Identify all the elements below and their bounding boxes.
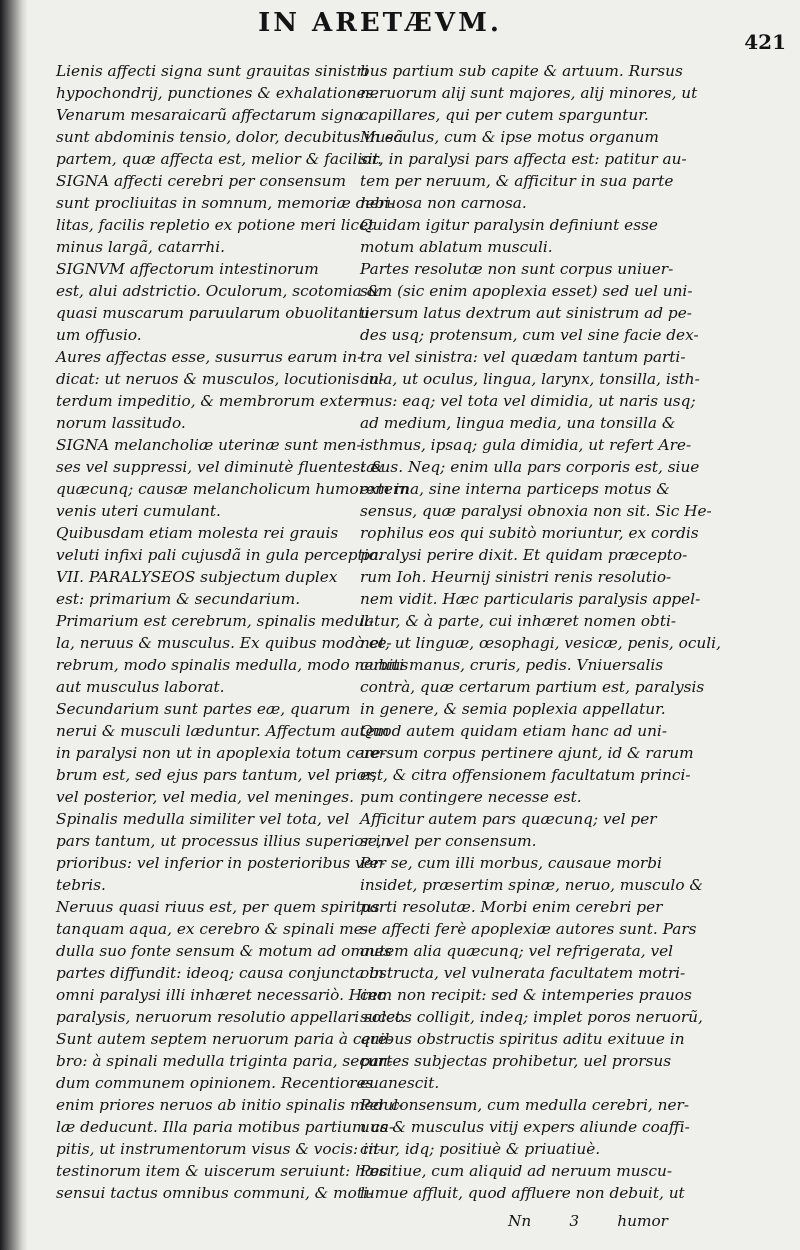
- text-line: sum (sic enim apoplexia esset) sed uel uni-: [360, 282, 693, 300]
- right-column: [360, 60, 721, 1204]
- signature-mark: Nn: [508, 1212, 532, 1230]
- text-line: dum communem opinionem. Recentiores: [56, 1074, 374, 1092]
- text-line: neruorum alij sunt majores, alij minores, ut: [360, 84, 698, 102]
- text-line: obstructa, vel vulnerata facultatem motri-: [360, 964, 686, 982]
- text-line: Quibusdam etiam molesta rei grauis: [56, 524, 339, 542]
- text-line: contrà, quæ certarum partium est, paralysis: [360, 678, 705, 696]
- text-line: Partes resolutæ non sunt corpus uniuer-: [360, 260, 674, 278]
- text-line: brum est, sed ejus pars tantum, vel prior,: [56, 766, 377, 784]
- text-line: veluti infixi pali cujusdã in gula perceptio.: [56, 546, 383, 564]
- text-line: euanescit.: [360, 1074, 440, 1092]
- text-line: ad medium, lingua media, una tonsilla &: [360, 414, 676, 432]
- text-line: tra vel sinistra: vel quædam tantum parti-: [360, 348, 686, 366]
- text-line: succos colligit, indeq; implet poros neruorũ,: [360, 1008, 703, 1026]
- text-line: Musculus, cum & ipse motus organum: [360, 128, 659, 146]
- text-line: insidet, præsertim spinæ, neruo, musculo &: [360, 876, 704, 894]
- text-line: pum contingere necesse est.: [360, 788, 582, 806]
- text-line: est, alui adstrictio. Oculorum, scotomia &: [56, 282, 381, 300]
- text-line: des usq; protensum, cum vel sine facie dex-: [360, 326, 699, 344]
- text-line: Primarium est cerebrum, spinalis medul-: [56, 612, 374, 630]
- text-line: partem, quæ affecta est, melior & facilior.: [56, 150, 382, 168]
- text-line: Aures affectas esse, susurrus earum in-: [56, 348, 363, 366]
- text-line: quibus obstructis spiritus aditu exituue in: [360, 1030, 685, 1048]
- text-line: Quidam igitur paralysin definiunt esse: [360, 216, 658, 234]
- text-line: minus largã, catarrhi.: [56, 238, 225, 256]
- text-line: enim priores neruos ab initio spinalis medul-: [56, 1096, 404, 1114]
- text-line: capillares, qui per cutem sparguntur.: [360, 106, 649, 124]
- text-line: cubiti manus, cruris, pedis. Vniuersalis: [360, 656, 664, 674]
- text-line: cula, ut oculus, lingua, larynx, tonsilla, isth-: [360, 370, 700, 388]
- text-line: cem non recipit: sed & intemperies prauos: [360, 986, 692, 1004]
- text-line: parti resolutæ. Morbi enim cerebri per: [360, 898, 663, 916]
- text-line: dicat: ut neruos & musculos, locutionis in-: [56, 370, 385, 388]
- text-line: se affecti ferè apoplexiæ autores sunt. Pars: [360, 920, 697, 938]
- text-line: terdum impeditio, & membrorum exter-: [56, 392, 366, 410]
- text-line: est: primarium & secundarium.: [56, 590, 301, 608]
- text-line: omni paralysi illi inhæret necessariò. Hinc: [56, 986, 386, 1004]
- text-line: SIGNVM affectorum intestinorum: [56, 260, 319, 278]
- text-line: SIGNA affecti cerebri per consensum: [56, 172, 346, 190]
- text-line: Venarum mesaraicarũ affectarum signa: [56, 106, 363, 124]
- text-line: Per consensum, cum medulla cerebri, ner-: [360, 1096, 689, 1114]
- text-line: læ deducunt. Illa paria motibus partium ca-: [56, 1118, 395, 1136]
- text-line: rophilus eos qui subitò moriuntur, ex cordis: [360, 524, 699, 542]
- text-line: tebris.: [56, 876, 106, 894]
- text-line: quæcunq; causæ melancholicum humorem in: [56, 480, 410, 498]
- text-line: Sunt autem septem neruorum paria à cere-: [56, 1030, 393, 1048]
- text-line: Per se, cum illi morbus, causaue morbi: [360, 854, 662, 872]
- page-number: 421: [744, 30, 786, 54]
- text-line: nem vidit. Hæc particularis paralysis appel-: [360, 590, 701, 608]
- text-line: tæus. Neq; enim ulla pars corporis est, siue: [360, 458, 700, 476]
- text-line: mus: eaq; vel tota vel dimidia, ut naris usq;: [360, 392, 696, 410]
- text-line: sensui tactus omnibus communi, & moti-: [56, 1184, 374, 1202]
- catchword-line: [508, 1212, 668, 1230]
- text-line: testinorum item & uiscerum seruiunt: hæc: [56, 1162, 388, 1180]
- text-line: sunt abdominis tensio, dolor, decubitus in eã: [56, 128, 403, 146]
- text-line: uersum latus dextrum aut sinistrum ad pe-: [360, 304, 692, 322]
- text-line: motum ablatum musculi.: [360, 238, 553, 256]
- text-line: bro: à spinali medulla triginta paria, secun-: [56, 1052, 393, 1070]
- text-line: um offusio.: [56, 326, 142, 344]
- text-line: in paralysi non ut in apoplexia totum cere-: [56, 744, 386, 762]
- text-line: paralysi perire dixit. Et quidam præcepto-: [360, 546, 688, 564]
- text-line: Spinalis medulla similiter vel tota, vel: [56, 810, 350, 828]
- text-line: venis uteri cumulant.: [56, 502, 221, 520]
- text-line: Neruus quasi riuus est, per quem spiritus: [56, 898, 380, 916]
- text-line: uus & musculus vitij expers aliunde coaffi-: [360, 1118, 690, 1136]
- text-line: quasi muscarum paruularum obuolitanti-: [56, 304, 375, 322]
- text-line: lumue affluit, quod affluere non debuit, ut: [360, 1184, 685, 1202]
- text-line: vel posterior, vel media, vel meninges.: [56, 788, 354, 806]
- text-line: latur, & à parte, cui inhæret nomen obti-: [360, 612, 677, 630]
- text-line: paralysis, neruorum resolutio appellari solet.: [56, 1008, 407, 1026]
- text-line: tanquam aqua, ex cerebro & spinali me-: [56, 920, 368, 938]
- text-line: nerui & musculi læduntur. Affectum autem: [56, 722, 390, 740]
- text-line: net, ut linguæ, œsophagi, vesicæ, penis, oculi,: [360, 634, 721, 652]
- text-line: litas, facilis repletio ex potione meri licet: [56, 216, 375, 234]
- text-line: autem alia quæcunq; vel refrigerata, vel: [360, 942, 674, 960]
- text-line: hypochondrij, punctiones & exhalationes.: [56, 84, 379, 102]
- text-line: partes diffundit: ideoq; causa conjuncta in: [56, 964, 384, 982]
- text-line: sensus, quæ paralysi obnoxia non sit. Sic He-: [360, 502, 712, 520]
- text-line: Quod autem quidam etiam hanc ad uni-: [360, 722, 667, 740]
- text-line: externa, sine interna particeps motus &: [360, 480, 670, 498]
- text-line: Lienis affecti signa sunt grauitas sinistri: [56, 62, 369, 80]
- text-line: norum lassitudo.: [56, 414, 186, 432]
- text-line: rebrum, modo spinalis medulla, modo neruus: [56, 656, 409, 674]
- catchword: humor: [617, 1212, 668, 1230]
- text-line: tem per neruum, & afficitur in sua parte: [360, 172, 674, 190]
- text-line: ses vel suppressi, vel diminutè fluentes: &: [56, 458, 384, 476]
- text-line: bus partium sub capite & artuum. Rursus: [360, 62, 683, 80]
- text-line: Secundarium sunt partes eæ, quarum: [56, 700, 351, 718]
- text-line: in genere, & semia poplexia appellatur.: [360, 700, 666, 718]
- text-line: uersum corpus pertinere ajunt, id & rarum: [360, 744, 694, 762]
- signature-number: 3: [569, 1212, 580, 1230]
- running-head: IN ARETÆVM.: [258, 8, 502, 38]
- text-line: sunt procliuitas in somnum, memoriæ debi-: [56, 194, 395, 212]
- text-line: rum Ioh. Heurnij sinistri renis resolutio-: [360, 568, 672, 586]
- text-line: partes subjectas prohibetur, uel prorsus: [360, 1052, 672, 1070]
- text-line: dulla suo fonte sensum & motum ad omnes: [56, 942, 392, 960]
- text-line: la, neruus & musculus. Ex quibus modò ce-: [56, 634, 392, 652]
- text-line: aut musculus laborat.: [56, 678, 225, 696]
- gutter-shadow: [0, 0, 28, 1250]
- text-line: neruosa non carnosa.: [360, 194, 527, 212]
- text-line: Positiue, cum aliquid ad neruum muscu-: [360, 1162, 673, 1180]
- text-line: pars tantum, ut processus illius superior in: [56, 832, 391, 850]
- text-line: pitis, ut instrumentorum visus & vocis: in-: [56, 1140, 383, 1158]
- text-line: citur, idq; positiuè & priuatiuè.: [360, 1140, 601, 1158]
- text-line: est, & citra offensionem facultatum princi-: [360, 766, 691, 784]
- text-line: isthmus, ipsaq; gula dimidia, ut refert Are-: [360, 436, 692, 454]
- text-line: SIGNA melancholiæ uterinæ sunt men-: [56, 436, 362, 454]
- text-line: sit, in paralysi pars affecta est: patitur au-: [360, 150, 687, 168]
- text-line: Afficitur autem pars quæcunq; vel per: [360, 810, 657, 828]
- text-line: se, vel per consensum.: [360, 832, 537, 850]
- text-line: VII. PARALYSEOS subjectum duplex: [56, 568, 338, 586]
- text-line: prioribus: vel inferior in posterioribus ver-: [56, 854, 386, 872]
